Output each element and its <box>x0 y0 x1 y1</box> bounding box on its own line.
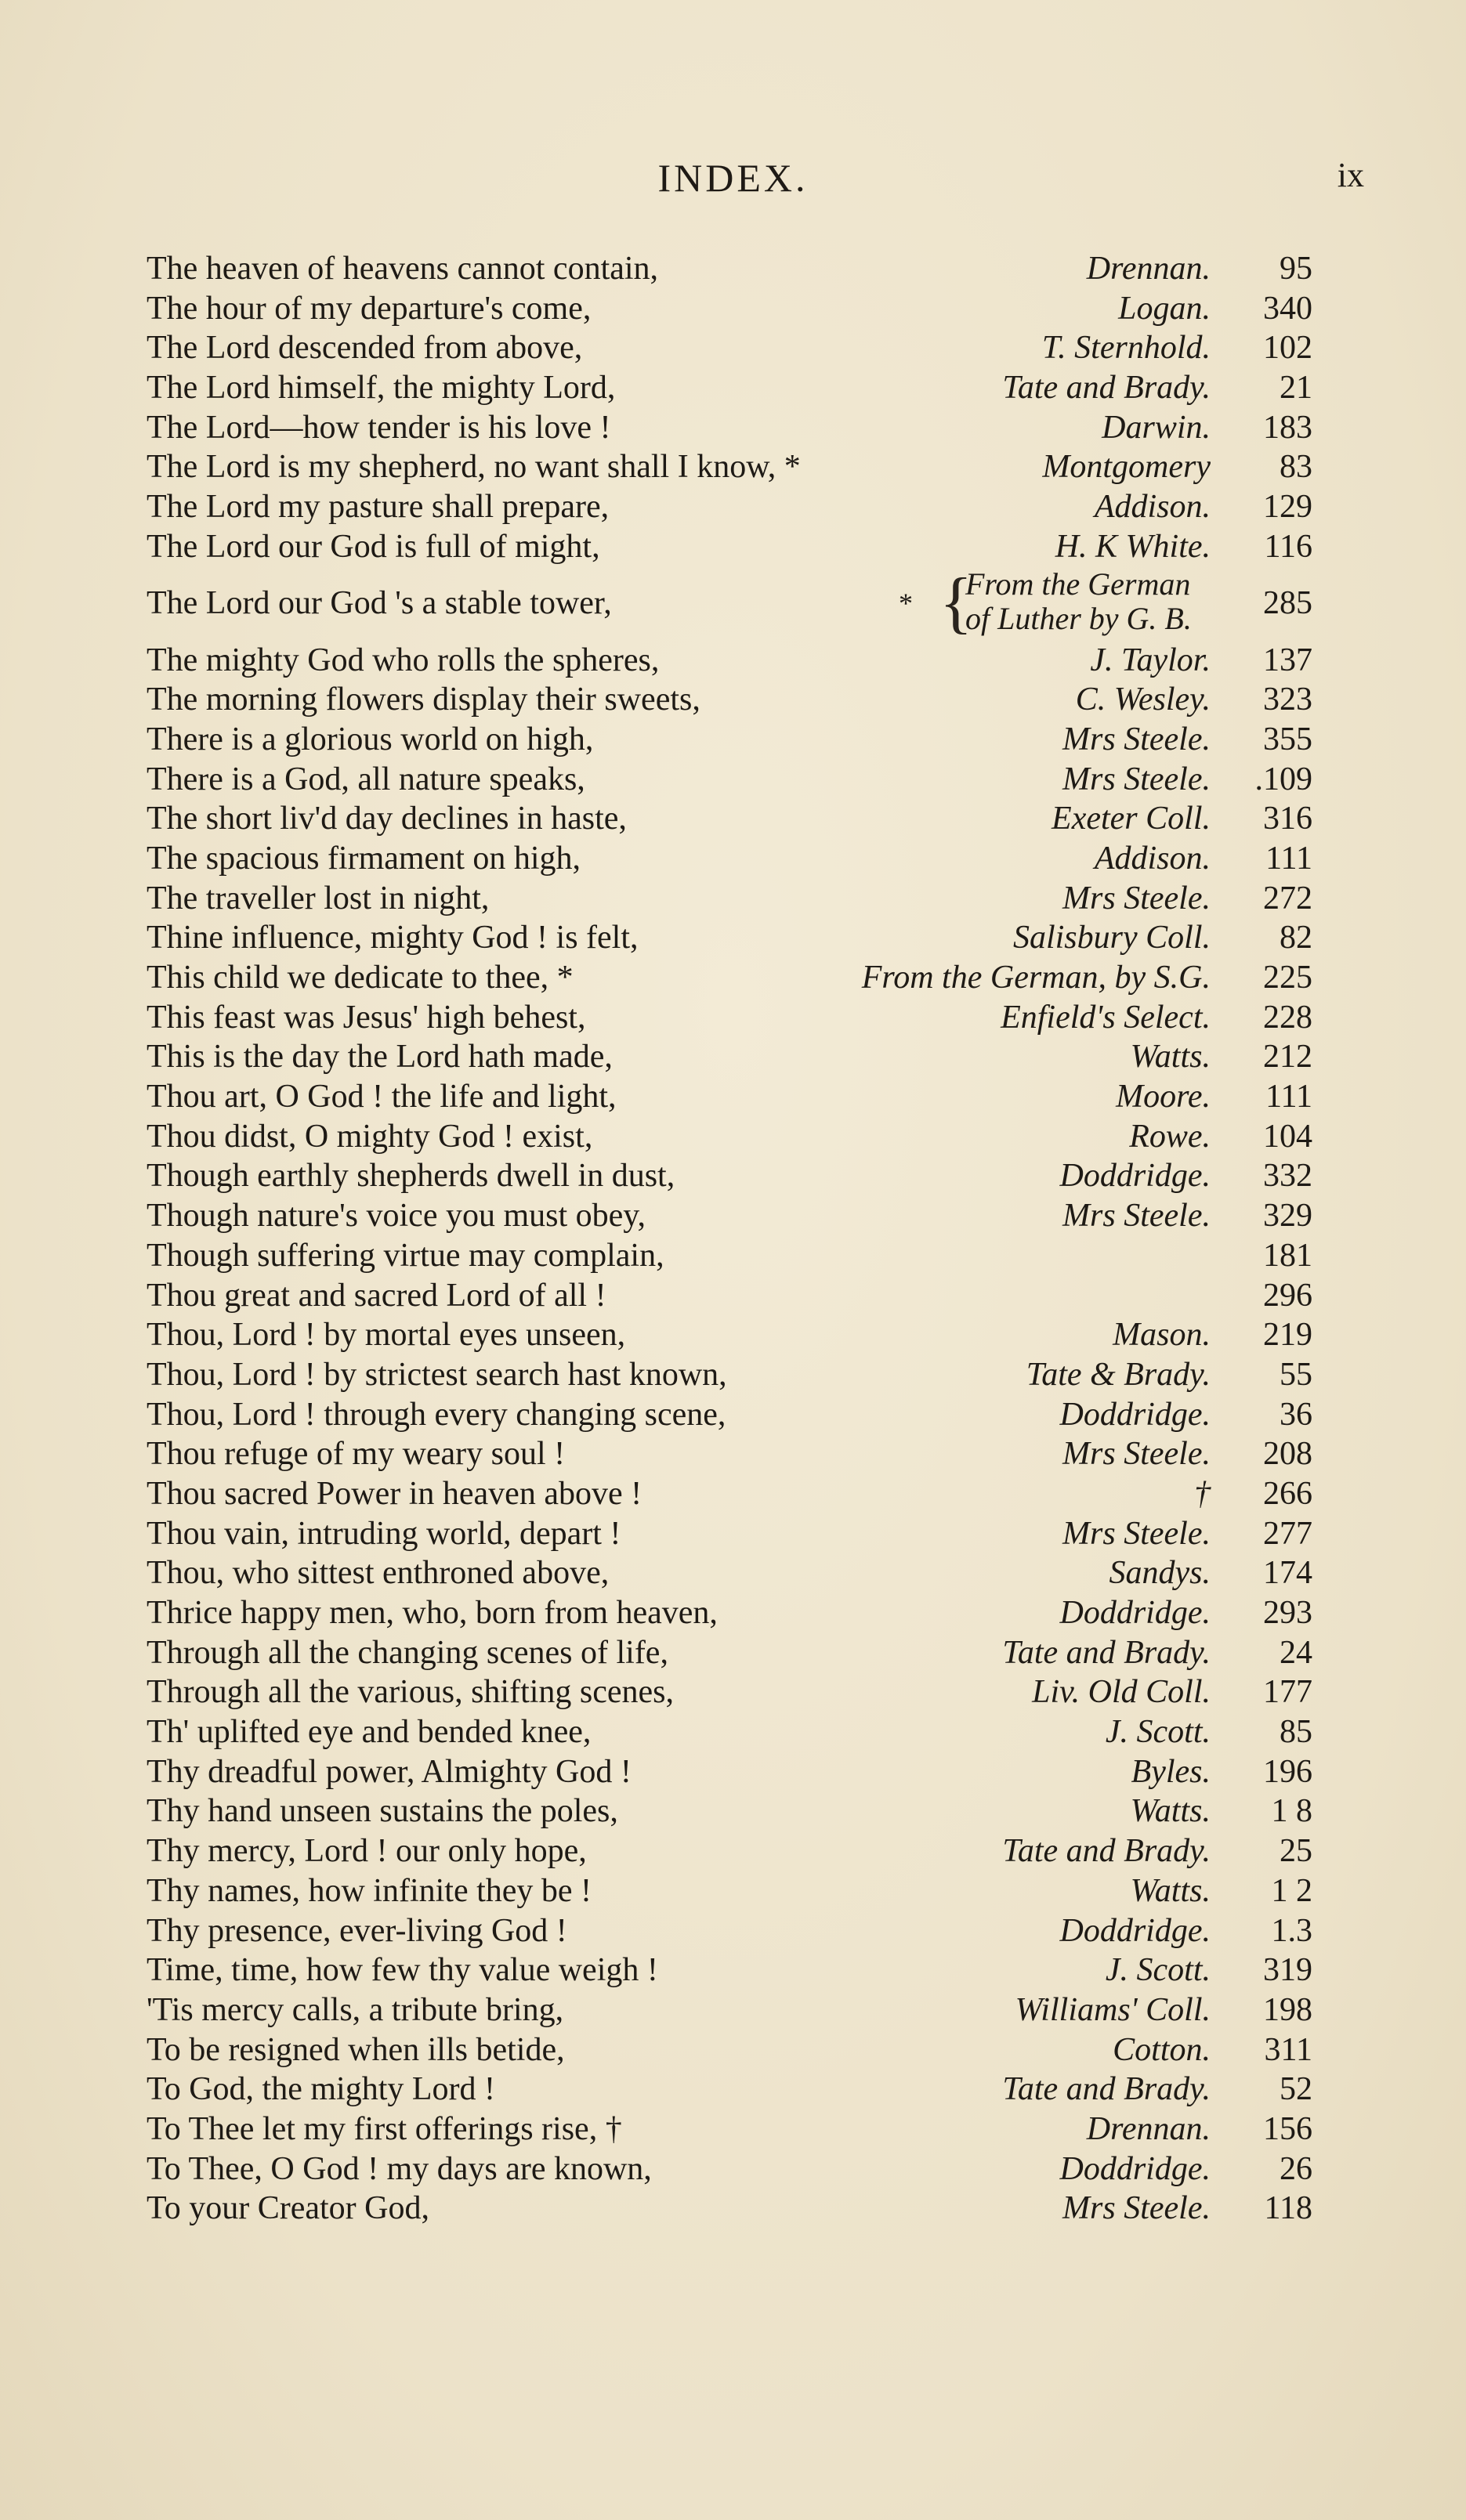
entry-page-number: 1.3 <box>1271 1912 1312 1949</box>
entry-author: Montgomery <box>1042 449 1211 486</box>
entry-first-line: To your Creator God, <box>147 2190 429 2227</box>
entry-page-number: 137 <box>1263 642 1312 678</box>
entry-first-line: Time, time, how few thy value weigh ! <box>147 1952 658 1989</box>
page-title: INDEX. <box>657 156 809 200</box>
entry-author: Mrs Steele. <box>1062 761 1211 797</box>
entry-first-line: The Lord himself, the mighty Lord, <box>147 370 616 407</box>
entry-page-number: 228 <box>1263 999 1312 1036</box>
entry-page-number: 21 <box>1280 370 1312 407</box>
entry-first-line: Thy mercy, Lord ! our only hope, <box>147 1833 587 1870</box>
index-entry <box>147 799 1312 839</box>
entry-first-line: Thou art, O God ! the life and light, <box>147 1079 617 1115</box>
entry-first-line: Thou vain, intruding world, depart ! <box>147 1515 621 1552</box>
index-entry <box>147 564 1312 641</box>
entry-page-number: 266 <box>1263 1475 1312 1512</box>
index-entry <box>147 641 1312 681</box>
index-entry <box>147 2110 1312 2149</box>
entry-first-line: The Lord—how tender is his love ! <box>147 409 611 446</box>
index-entry <box>147 1434 1312 1474</box>
entry-page-number: 24 <box>1280 1634 1312 1671</box>
entry-first-line: This is the day the Lord hath made, <box>147 1039 613 1076</box>
index-entry <box>147 328 1312 368</box>
index-entry <box>147 1911 1312 1951</box>
entry-first-line: Thy dreadful power, Almighty God ! <box>147 1753 632 1790</box>
index-entry <box>147 1474 1312 1514</box>
entry-page-number: 85 <box>1280 1714 1312 1751</box>
entry-first-line: The traveller lost in night, <box>147 880 490 917</box>
index-entry <box>147 1672 1312 1712</box>
entry-first-line: The hour of my departure's come, <box>147 290 592 327</box>
index-entry <box>147 527 1312 567</box>
index-entry <box>147 408 1312 448</box>
entry-author-line: of Luther by G. B. <box>965 600 1192 636</box>
index-entry <box>147 1791 1312 1831</box>
entry-author: Addison. <box>1094 840 1211 877</box>
entry-author: Mrs Steele. <box>1062 721 1211 757</box>
index-entry <box>147 487 1312 527</box>
entry-first-line: Thine influence, mighty God ! is felt, <box>147 920 639 956</box>
index-entry <box>147 1395 1312 1435</box>
entry-page-number: 323 <box>1263 682 1312 718</box>
index-entry <box>147 368 1312 408</box>
entry-author: Mrs Steele. <box>1062 1515 1211 1552</box>
index-entry <box>147 1355 1312 1395</box>
entry-author: Watts. <box>1130 1039 1211 1076</box>
entry-first-line: The morning flowers display their sweets, <box>147 682 700 718</box>
entry-page-number: 198 <box>1263 1991 1312 2028</box>
entry-page-number: 36 <box>1280 1396 1312 1433</box>
entry-author: Tate & Brady. <box>1026 1356 1211 1393</box>
entry-page-number: 293 <box>1263 1595 1312 1631</box>
index-entry <box>147 447 1312 487</box>
entry-author: Tate and Brady. <box>1002 1833 1211 1870</box>
entry-page-number: 111 <box>1265 840 1312 877</box>
entry-page-number: 55 <box>1280 1356 1312 1393</box>
entry-page-number: 102 <box>1263 330 1312 367</box>
entry-first-line: Thy names, how infinite they be ! <box>147 1872 592 1909</box>
entry-first-line: The Lord descended from above, <box>147 330 583 367</box>
entry-first-line: There is a glorious world on high, <box>147 721 594 757</box>
entry-page-number: 329 <box>1263 1198 1312 1235</box>
entry-author: Enfield's Select. <box>1001 999 1211 1036</box>
index-entry <box>147 289 1312 329</box>
index-entry <box>147 1871 1312 1911</box>
entry-first-line: Thou, Lord ! by mortal eyes unseen, <box>147 1317 626 1354</box>
index-entry <box>147 1156 1312 1196</box>
entry-first-line: Thy presence, ever-living God ! <box>147 1912 567 1949</box>
entry-first-line: Thy hand unseen sustains the poles, <box>147 1793 618 1830</box>
entry-first-line: This child we dedicate to thee, * <box>147 960 574 996</box>
index-entry <box>147 1553 1312 1593</box>
entry-author: † <box>1194 1475 1211 1512</box>
entry-page-number: 116 <box>1264 528 1312 565</box>
entry-author: J. Taylor. <box>1090 642 1211 678</box>
entry-page-number: 1 2 <box>1271 1872 1312 1909</box>
entry-author: T. Sternhold. <box>1041 330 1211 367</box>
entry-author: Cotton. <box>1113 2031 1211 2068</box>
entry-first-line: The spacious firmament on high, <box>147 840 581 877</box>
entry-author: Doddridge. <box>1059 1595 1211 1631</box>
entry-first-line: Thou sacred Power in heaven above ! <box>147 1475 643 1512</box>
entry-author: Mrs Steele. <box>1062 880 1211 917</box>
entry-page-number: 26 <box>1280 2150 1312 2187</box>
index-entry <box>147 839 1312 879</box>
entry-first-line: Thou didst, O mighty God ! exist, <box>147 1118 593 1155</box>
entry-author: Tate and Brady. <box>1002 1634 1211 1671</box>
entry-page-number: 296 <box>1263 1277 1312 1314</box>
index-entry <box>147 1276 1312 1316</box>
entry-page-number: 95 <box>1280 251 1312 287</box>
entry-page-number: 118 <box>1264 2190 1312 2227</box>
entry-first-line: The Lord is my shepherd, no want shall I know, * <box>147 449 801 486</box>
entry-first-line: The mighty God who rolls the spheres, <box>147 642 660 678</box>
entry-page-number: 181 <box>1263 1237 1312 1274</box>
entry-page-number: 208 <box>1263 1436 1312 1473</box>
entry-page-number: 156 <box>1263 2110 1312 2147</box>
entry-page-number: 332 <box>1263 1158 1312 1195</box>
entry-page-number: 183 <box>1263 409 1312 446</box>
entry-first-line: Thou, who sittest enthroned above, <box>147 1555 610 1592</box>
page-header <box>0 155 1466 210</box>
entry-author: Logan. <box>1118 290 1211 327</box>
entry-page-number: 177 <box>1263 1674 1312 1711</box>
entry-first-line: The Lord our God 's a stable tower, <box>147 584 612 621</box>
index-entry <box>147 680 1312 720</box>
entry-page-number: 319 <box>1263 1952 1312 1989</box>
entry-author: Mrs Steele. <box>1062 1198 1211 1235</box>
entry-first-line: 'Tis mercy calls, a tribute bring, <box>147 1991 564 2028</box>
entry-page-number: 174 <box>1263 1555 1312 1592</box>
entry-first-line: Thrice happy men, who, born from heaven, <box>147 1595 718 1631</box>
entry-author: C. Wesley. <box>1075 682 1211 718</box>
entry-first-line: The short liv'd day declines in haste, <box>147 801 627 837</box>
entry-author: J. Scott. <box>1105 1714 1211 1751</box>
entry-page-number: 83 <box>1280 449 1312 486</box>
entry-first-line: Though suffering virtue may complain, <box>147 1237 664 1274</box>
entry-author: Doddridge. <box>1059 1396 1211 1433</box>
entry-page-number: 52 <box>1280 2071 1312 2108</box>
index-entry <box>147 1117 1312 1157</box>
entry-author: Addison. <box>1094 489 1211 526</box>
entry-author: J. Scott. <box>1105 1952 1211 1989</box>
index-entry <box>147 1712 1312 1752</box>
index-entry <box>147 1077 1312 1117</box>
entry-author <box>965 567 1192 636</box>
entry-first-line: To Thee, O God ! my days are known, <box>147 2150 652 2187</box>
index-entry <box>147 879 1312 919</box>
entry-first-line: Though earthly shepherds dwell in dust, <box>147 1158 675 1195</box>
entry-author: Mrs Steele. <box>1062 1436 1211 1473</box>
index-entry <box>147 1990 1312 2030</box>
entry-author-line: From the German <box>965 566 1191 602</box>
index-entry <box>147 1633 1312 1673</box>
index-entry <box>147 1514 1312 1554</box>
entry-author: Liv. Old Coll. <box>1032 1674 1211 1711</box>
entry-first-line: The Lord my pasture shall prepare, <box>147 489 610 526</box>
entry-page-number: 219 <box>1263 1317 1312 1354</box>
index-entry <box>147 2149 1312 2189</box>
entry-page-number: 316 <box>1263 801 1312 837</box>
index-entry <box>147 720 1312 760</box>
index-entry <box>147 1951 1312 1990</box>
index-entry <box>147 1037 1312 1077</box>
index-entry <box>147 2030 1312 2070</box>
entry-author: Doddridge. <box>1059 1912 1211 1949</box>
entry-author: Drennan. <box>1086 2110 1211 2147</box>
entry-author: Darwin. <box>1102 409 1211 446</box>
entry-page-number: 311 <box>1264 2031 1312 2068</box>
brace-icon: { <box>939 564 973 641</box>
index-entry <box>147 958 1312 998</box>
entry-author: Doddridge. <box>1059 1158 1211 1195</box>
entry-page-number: 340 <box>1263 290 1312 327</box>
entry-first-line: To God, the mighty Lord ! <box>147 2071 495 2108</box>
index-entry <box>147 760 1312 800</box>
page-marker: ix <box>1337 156 1364 194</box>
entry-page-number: 196 <box>1263 1753 1312 1790</box>
entry-first-line: Though nature's voice you must obey, <box>147 1198 646 1235</box>
index-entry <box>147 1315 1312 1355</box>
entry-author: Drennan. <box>1086 251 1211 287</box>
entry-page-number: 104 <box>1263 1118 1312 1155</box>
entry-author: Moore. <box>1116 1079 1211 1115</box>
index-entry <box>147 1752 1312 1792</box>
entry-first-line: This feast was Jesus' high behest, <box>147 999 586 1036</box>
index-entry <box>147 1831 1312 1871</box>
entry-author: Salisbury Coll. <box>1012 920 1211 956</box>
entry-first-line: Through all the various, shifting scenes, <box>147 1674 675 1711</box>
index-entry <box>147 2189 1312 2229</box>
index-entry <box>147 1593 1312 1633</box>
entry-first-line: The Lord our God is full of might, <box>147 528 600 565</box>
entry-author: H. K White. <box>1055 528 1211 565</box>
entry-first-line: To Thee let my first offerings rise, † <box>147 2110 622 2147</box>
index-list <box>147 249 1312 2229</box>
entry-page-number: 225 <box>1263 960 1312 996</box>
entry-author: Williams' Coll. <box>1015 1991 1211 2028</box>
entry-author: Tate and Brady. <box>1002 2071 1211 2108</box>
entry-page-number: 285 <box>1263 584 1312 621</box>
entry-page-number: 272 <box>1263 880 1312 917</box>
index-entry <box>147 249 1312 289</box>
entry-page-number: .109 <box>1254 761 1312 797</box>
entry-author: Doddridge. <box>1059 2150 1211 2187</box>
entry-author: Byles. <box>1131 1753 1211 1790</box>
entry-author: Watts. <box>1130 1872 1211 1909</box>
entry-page-number: 82 <box>1280 920 1312 956</box>
entry-page-number: 1 8 <box>1271 1793 1312 1830</box>
index-entry <box>147 918 1312 958</box>
entry-author: Mason. <box>1113 1317 1211 1354</box>
entry-page-number: 277 <box>1263 1515 1312 1552</box>
index-entry <box>147 1196 1312 1236</box>
entry-first-line: Through all the changing scenes of life, <box>147 1634 668 1671</box>
entry-page-number: 129 <box>1263 489 1312 526</box>
entry-author: Sandys. <box>1109 1555 1211 1592</box>
entry-first-line: Thou great and sacred Lord of all ! <box>147 1277 606 1314</box>
entry-first-line: Thou, Lord ! through every changing scene, <box>147 1396 726 1433</box>
entry-first-line: To be resigned when ills betide, <box>147 2031 565 2068</box>
index-entry <box>147 2070 1312 2110</box>
entry-first-line: There is a God, all nature speaks, <box>147 761 585 797</box>
entry-first-line: Thou, Lord ! by strictest search hast known, <box>147 1356 727 1393</box>
entry-marker: * <box>899 587 913 619</box>
entry-first-line: The heaven of heavens cannot contain, <box>147 251 659 287</box>
entry-page-number: 212 <box>1263 1039 1312 1076</box>
entry-author: From the German, by S.G. <box>861 960 1211 996</box>
entry-first-line: Thou refuge of my weary soul ! <box>147 1436 566 1473</box>
entry-author: Watts. <box>1130 1793 1211 1830</box>
entry-author: Exeter Coll. <box>1052 801 1211 837</box>
entry-first-line: Th' uplifted eye and bended knee, <box>147 1714 592 1751</box>
entry-page-number: 25 <box>1280 1833 1312 1870</box>
entry-page-number: 111 <box>1265 1079 1312 1115</box>
entry-page-number: 355 <box>1263 721 1312 757</box>
index-entry <box>147 1236 1312 1276</box>
index-entry <box>147 998 1312 1038</box>
entry-author: Rowe. <box>1129 1118 1211 1155</box>
entry-author: Mrs Steele. <box>1062 2190 1211 2227</box>
entry-author: Tate and Brady. <box>1002 370 1211 407</box>
